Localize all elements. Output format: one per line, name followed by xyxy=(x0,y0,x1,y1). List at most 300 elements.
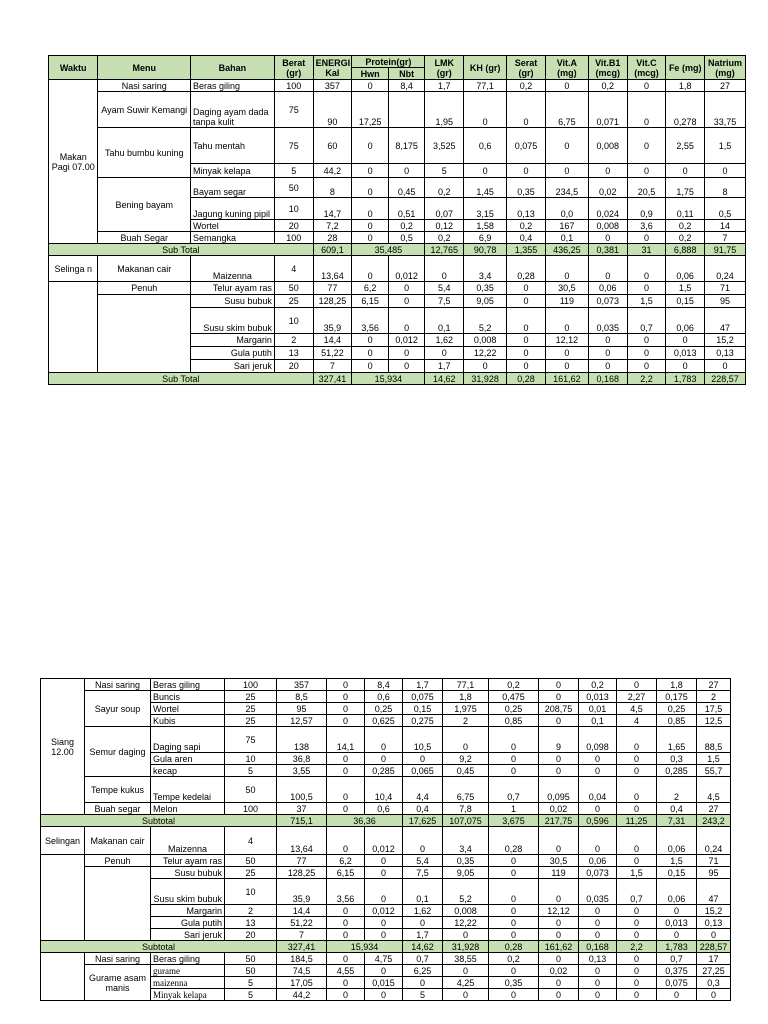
value-cell: 17,05 xyxy=(277,977,327,989)
bahan-cell: Tahu mentah xyxy=(190,128,274,164)
value-cell: 7 xyxy=(277,929,327,941)
value-cell: 0 xyxy=(545,80,588,92)
value-cell: 0,35 xyxy=(443,855,489,867)
value-cell: 0,15 xyxy=(666,295,705,308)
value-cell: 0 xyxy=(579,905,617,917)
table-row xyxy=(49,80,746,92)
value-cell: 44,2 xyxy=(277,989,327,1001)
value-cell: 0 xyxy=(327,703,365,715)
value-cell: 0 xyxy=(666,334,705,347)
value-cell: 3,56 xyxy=(327,879,365,905)
value-cell: 0,073 xyxy=(579,867,617,879)
value-cell: 12,57 xyxy=(277,715,327,727)
subtotal-kh: 90,78 xyxy=(464,244,507,256)
bahan-cell: Beras giling xyxy=(151,953,225,965)
subtotal-lmk: 14,62 xyxy=(403,941,443,953)
value-cell: 74,5 xyxy=(277,965,327,977)
value-cell: 0 xyxy=(507,92,546,128)
value-cell: 0 xyxy=(489,867,539,879)
value-cell: 0 xyxy=(352,256,389,282)
value-cell: 357 xyxy=(313,80,352,92)
value-cell: 0 xyxy=(545,256,588,282)
value-cell: 3,15 xyxy=(464,198,507,220)
value-cell: 9,2 xyxy=(443,753,489,765)
value-cell: 100 xyxy=(225,679,277,691)
value-cell: 1,62 xyxy=(425,334,464,347)
value-cell: 0,013 xyxy=(657,917,697,929)
bahan-cell: Tempe kedelai xyxy=(151,777,225,803)
value-cell: 30,5 xyxy=(539,855,579,867)
value-cell: 17,25 xyxy=(352,92,389,128)
value-cell: 0 xyxy=(352,128,389,164)
subtotal-kh: 31,928 xyxy=(464,373,507,385)
value-cell: 0 xyxy=(617,989,657,1001)
value-cell: 0,01 xyxy=(579,703,617,715)
value-cell: 1,5 xyxy=(657,855,697,867)
value-cell: 100 xyxy=(274,232,313,244)
value-cell: 234,5 xyxy=(545,178,588,198)
value-cell: 10,4 xyxy=(365,777,403,803)
value-cell: 20 xyxy=(225,929,277,941)
value-cell: 0 xyxy=(352,198,389,220)
value-cell: 0,06 xyxy=(588,282,627,295)
value-cell: 0,4 xyxy=(657,803,697,815)
value-cell: 0,45 xyxy=(388,178,425,198)
value-cell: 0,35 xyxy=(464,282,507,295)
value-cell: 3,4 xyxy=(464,256,507,282)
value-cell: 0 xyxy=(545,128,588,164)
table-row xyxy=(41,727,731,753)
value-cell: 0 xyxy=(507,164,546,178)
value-cell: 0,07 xyxy=(425,198,464,220)
subtotal-energi: 327,41 xyxy=(277,941,327,953)
bahan-cell: Margarin xyxy=(151,905,225,917)
value-cell: 0 xyxy=(539,977,579,989)
value-cell: 0 xyxy=(657,905,697,917)
value-cell: 0 xyxy=(507,308,546,334)
bahan-cell: Bayam segar xyxy=(190,178,274,198)
header-lmk: LMK (gr) xyxy=(425,56,464,80)
value-cell: 1,45 xyxy=(464,178,507,198)
value-cell: 0 xyxy=(388,282,425,295)
value-cell: 0 xyxy=(489,929,539,941)
value-cell: 5 xyxy=(425,164,464,178)
value-cell: 208,75 xyxy=(539,703,579,715)
value-cell: 1,7 xyxy=(403,679,443,691)
value-cell: 0 xyxy=(365,917,403,929)
value-cell: 0 xyxy=(617,855,657,867)
value-cell: 0,9 xyxy=(627,198,666,220)
value-cell: 0,35 xyxy=(507,178,546,198)
value-cell: 77 xyxy=(277,855,327,867)
value-cell: 0 xyxy=(327,917,365,929)
value-cell: 0 xyxy=(617,977,657,989)
subtotal-label: Subtotal xyxy=(41,815,277,827)
value-cell: 4 xyxy=(225,827,277,855)
value-cell: 28 xyxy=(313,232,352,244)
subtotal-label: Subtotal xyxy=(41,941,277,953)
value-cell: 1,8 xyxy=(657,679,697,691)
value-cell: 5 xyxy=(225,765,277,777)
value-cell: 0,7 xyxy=(657,953,697,965)
value-cell: 1,62 xyxy=(403,905,443,917)
value-cell: 14,1 xyxy=(327,727,365,753)
value-cell: 0 xyxy=(617,953,657,965)
value-cell: 0,7 xyxy=(617,879,657,905)
value-cell: 0,3 xyxy=(697,977,731,989)
subtotal-energi: 327,41 xyxy=(313,373,352,385)
value-cell: 13,64 xyxy=(313,256,352,282)
value-cell: 0 xyxy=(352,178,389,198)
value-cell: 1,65 xyxy=(657,727,697,753)
value-cell: 0,2 xyxy=(666,232,705,244)
value-cell: 0 xyxy=(443,727,489,753)
value-cell: 0 xyxy=(403,827,443,855)
value-cell: 1,58 xyxy=(464,220,507,232)
value-cell: 0,06 xyxy=(657,827,697,855)
value-cell: 0,45 xyxy=(443,765,489,777)
value-cell: 5,2 xyxy=(464,308,507,334)
value-cell: 0,375 xyxy=(657,965,697,977)
value-cell: 50 xyxy=(225,953,277,965)
value-cell: 6,2 xyxy=(352,282,389,295)
value-cell: 0,071 xyxy=(588,92,627,128)
menu-makanan-cair: Makanan cair xyxy=(85,827,151,855)
value-cell: 35,9 xyxy=(313,308,352,334)
bahan-cell: Susu bubuk xyxy=(151,867,225,879)
value-cell: 167 xyxy=(545,220,588,232)
value-cell: 128,25 xyxy=(277,867,327,879)
value-cell: 51,22 xyxy=(277,917,327,929)
value-cell: 0 xyxy=(327,929,365,941)
bahan-cell: Minyak kelapa xyxy=(151,989,225,1001)
value-cell: 0 xyxy=(365,855,403,867)
subtotal-vitc: 31 xyxy=(627,244,666,256)
value-cell: 6,2 xyxy=(327,855,365,867)
value-cell: 0,2 xyxy=(507,80,546,92)
value-cell: 17 xyxy=(697,953,731,965)
menu-gurame: Gurame asam manis xyxy=(85,965,151,1001)
header-vitb1: Vit.B1 (mcg) xyxy=(588,56,627,80)
value-cell xyxy=(388,92,425,128)
value-cell: 95 xyxy=(697,867,731,879)
value-cell: 4 xyxy=(617,715,657,727)
value-cell: 0,008 xyxy=(588,128,627,164)
value-cell: 0 xyxy=(489,879,539,905)
subtotal-vita: 217,75 xyxy=(539,815,579,827)
table-row xyxy=(49,295,746,308)
value-cell: 0 xyxy=(627,232,666,244)
value-cell: 0,2 xyxy=(588,80,627,92)
value-cell: 0,075 xyxy=(657,977,697,989)
value-cell: 0,2 xyxy=(507,220,546,232)
value-cell: 0 xyxy=(403,753,443,765)
bahan-cell: Wortel xyxy=(190,220,274,232)
menu-makanan-cair: Makanan cair xyxy=(98,256,191,282)
value-cell: 0 xyxy=(627,92,666,128)
subtotal-energi: 715,1 xyxy=(277,815,327,827)
value-cell: 0 xyxy=(617,727,657,753)
value-cell: 0,012 xyxy=(388,334,425,347)
value-cell: 0 xyxy=(443,989,489,1001)
value-cell: 14 xyxy=(705,220,746,232)
value-cell: 0 xyxy=(327,679,365,691)
table-row xyxy=(41,827,731,855)
value-cell: 0 xyxy=(365,727,403,753)
value-cell: 1,75 xyxy=(666,178,705,198)
value-cell: 4,55 xyxy=(327,965,365,977)
header-natrium: Natrium (mg) xyxy=(705,56,746,80)
table-row xyxy=(49,178,746,198)
value-cell: 4 xyxy=(274,256,313,282)
value-cell: 0 xyxy=(588,347,627,360)
value-cell: 1,5 xyxy=(697,753,731,765)
value-cell: 0 xyxy=(627,164,666,178)
value-cell: 0 xyxy=(365,753,403,765)
menu-tahu-bumbu: Tahu bumbu kuning xyxy=(98,128,191,178)
value-cell: 1,7 xyxy=(425,360,464,373)
value-cell: 0 xyxy=(327,715,365,727)
value-cell: 0 xyxy=(617,803,657,815)
table-row xyxy=(49,282,746,295)
value-cell: 35,9 xyxy=(277,879,327,905)
bahan-cell: Gula putih xyxy=(151,917,225,929)
value-cell: 27 xyxy=(697,803,731,815)
bahan-cell: Beras giling xyxy=(151,679,225,691)
value-cell: 0,6 xyxy=(365,691,403,703)
value-cell: 0 xyxy=(388,295,425,308)
bahan-cell: Daging sapi xyxy=(151,727,225,753)
bahan-cell: Gula putih xyxy=(190,347,274,360)
value-cell: 0,013 xyxy=(666,347,705,360)
subtotal-kh: 107,075 xyxy=(443,815,489,827)
value-cell: 0,475 xyxy=(489,691,539,703)
value-cell: 119 xyxy=(539,867,579,879)
value-cell: 95 xyxy=(705,295,746,308)
table-row xyxy=(41,953,731,965)
menu-ayam-suwir: Ayam Suwir Kemangi xyxy=(98,92,191,128)
value-cell: 71 xyxy=(705,282,746,295)
bahan-cell: Daging ayam dada tanpa kulit xyxy=(190,92,274,128)
value-cell: 1,95 xyxy=(425,92,464,128)
value-cell: 47 xyxy=(697,879,731,905)
value-cell: 8 xyxy=(705,178,746,198)
value-cell: 20 xyxy=(274,360,313,373)
subtotal-vitc: 2,2 xyxy=(627,373,666,385)
value-cell: 0 xyxy=(588,256,627,282)
value-cell: 0,012 xyxy=(365,905,403,917)
value-cell: 10,5 xyxy=(403,727,443,753)
value-cell: 4,5 xyxy=(697,777,731,803)
value-cell: 13 xyxy=(274,347,313,360)
value-cell: 0 xyxy=(327,953,365,965)
value-cell: 0 xyxy=(365,879,403,905)
header-hwn: Hwn xyxy=(352,68,389,80)
value-cell: 0 xyxy=(627,128,666,164)
subtotal-fe: 1,783 xyxy=(666,373,705,385)
value-cell: 2 xyxy=(657,777,697,803)
value-cell: 0 xyxy=(579,965,617,977)
value-cell: 0 xyxy=(489,753,539,765)
bahan-cell: Kubis xyxy=(151,715,225,727)
value-cell: 0 xyxy=(545,347,588,360)
value-cell: 100,5 xyxy=(277,777,327,803)
value-cell: 0 xyxy=(697,989,731,1001)
value-cell: 14,4 xyxy=(313,334,352,347)
value-cell: 77 xyxy=(313,282,352,295)
value-cell: 7 xyxy=(313,360,352,373)
value-cell: 0,12 xyxy=(425,220,464,232)
nutrition-table-siang xyxy=(40,678,731,1001)
waktu-empty xyxy=(49,282,98,373)
value-cell: 0 xyxy=(388,308,425,334)
value-cell: 0,25 xyxy=(365,703,403,715)
value-cell: 12,5 xyxy=(697,715,731,727)
value-cell: 0 xyxy=(464,92,507,128)
bahan-cell: Semangka xyxy=(190,232,274,244)
subtotal-energi: 609,1 xyxy=(313,244,352,256)
value-cell: 0 xyxy=(507,295,546,308)
waktu-selingan: Selingan xyxy=(41,827,85,855)
value-cell: 0 xyxy=(489,765,539,777)
subtotal-lmk: 14,62 xyxy=(425,373,464,385)
value-cell: 0 xyxy=(705,360,746,373)
value-cell: 0,06 xyxy=(657,879,697,905)
value-cell: 0,2 xyxy=(388,220,425,232)
subtotal-serat: 0,28 xyxy=(489,941,539,953)
value-cell: 10 xyxy=(274,198,313,220)
subtotal-lmk: 12,765 xyxy=(425,244,464,256)
value-cell: 0 xyxy=(539,917,579,929)
value-cell: 0 xyxy=(352,347,389,360)
value-cell: 0,11 xyxy=(666,198,705,220)
value-cell: 0 xyxy=(327,753,365,765)
value-cell: 0,013 xyxy=(579,691,617,703)
value-cell: 0,065 xyxy=(403,765,443,777)
bahan-cell: Sari jeruk xyxy=(151,929,225,941)
subtotal-row xyxy=(41,815,731,827)
value-cell: 25 xyxy=(225,703,277,715)
value-cell: 1,8 xyxy=(443,691,489,703)
menu-nasi-saring: Nasi saring xyxy=(98,80,191,92)
value-cell: 0,098 xyxy=(579,727,617,753)
value-cell: 60 xyxy=(313,128,352,164)
value-cell: 0 xyxy=(352,360,389,373)
value-cell: 0 xyxy=(425,256,464,282)
value-cell: 27 xyxy=(705,80,746,92)
header-kh: KH (gr) xyxy=(464,56,507,80)
value-cell: 0 xyxy=(365,929,403,941)
value-cell: 36,8 xyxy=(277,753,327,765)
value-cell: 0,02 xyxy=(539,965,579,977)
value-cell: 13 xyxy=(225,917,277,929)
value-cell: 9,05 xyxy=(464,295,507,308)
subtotal-label: Sub Total xyxy=(49,373,314,385)
value-cell: 0 xyxy=(489,917,539,929)
value-cell: 0,13 xyxy=(579,953,617,965)
value-cell: 6,75 xyxy=(545,92,588,128)
value-cell: 0 xyxy=(352,80,389,92)
value-cell: 90 xyxy=(313,92,352,128)
header-nbt: Nbt xyxy=(388,68,425,80)
value-cell: 0 xyxy=(388,347,425,360)
subtotal-kh: 31,928 xyxy=(443,941,489,953)
value-cell: 7 xyxy=(705,232,746,244)
value-cell: 0,1 xyxy=(403,879,443,905)
value-cell: 0 xyxy=(588,164,627,178)
value-cell: 44,2 xyxy=(313,164,352,178)
value-cell: 0 xyxy=(464,360,507,373)
value-cell: 0,073 xyxy=(588,295,627,308)
value-cell: 37 xyxy=(277,803,327,815)
value-cell: 12,12 xyxy=(539,905,579,917)
value-cell: 10 xyxy=(225,753,277,765)
value-cell: 2,27 xyxy=(617,691,657,703)
value-cell: 2 xyxy=(225,905,277,917)
table-row xyxy=(49,232,746,244)
subtotal-protein: 15,934 xyxy=(352,373,425,385)
value-cell: 0,15 xyxy=(657,867,697,879)
header-menu: Menu xyxy=(98,56,191,80)
value-cell: 0 xyxy=(489,855,539,867)
value-cell: 0 xyxy=(352,232,389,244)
bahan-cell: Telur ayam ras xyxy=(190,282,274,295)
value-cell: 3,56 xyxy=(352,308,389,334)
value-cell: 0,035 xyxy=(588,308,627,334)
value-cell: 4,4 xyxy=(403,777,443,803)
value-cell: 0 xyxy=(327,977,365,989)
header-fe: Fe (mg) xyxy=(666,56,705,80)
bahan-cell: Beras giling xyxy=(190,80,274,92)
menu-empty xyxy=(98,295,191,373)
waktu-empty xyxy=(41,953,85,1001)
value-cell: 5 xyxy=(225,989,277,1001)
value-cell: 0 xyxy=(327,827,365,855)
value-cell: 5,4 xyxy=(425,282,464,295)
menu-penuh: Penuh xyxy=(85,855,151,867)
subtotal-vitb1: 0,168 xyxy=(588,373,627,385)
value-cell: 20 xyxy=(274,220,313,232)
value-cell: 10 xyxy=(225,879,277,905)
menu-sayur-soup: Sayur soup xyxy=(85,691,151,727)
value-cell: 0 xyxy=(327,765,365,777)
value-cell: 0 xyxy=(579,917,617,929)
header-serat: Serat (gr) xyxy=(507,56,546,80)
subtotal-serat: 1,355 xyxy=(507,244,546,256)
value-cell: 0 xyxy=(388,360,425,373)
value-cell: 25 xyxy=(225,691,277,703)
value-cell: 0 xyxy=(425,347,464,360)
value-cell: 0,2 xyxy=(425,232,464,244)
subtotal-lmk: 17,625 xyxy=(403,815,443,827)
value-cell: 0 xyxy=(545,164,588,178)
subtotal-serat: 3,675 xyxy=(489,815,539,827)
subtotal-vita: 161,62 xyxy=(539,941,579,953)
waktu-makan-pagi: Makan Pagi 07.00 xyxy=(49,80,98,244)
menu-semur-daging: Semur daging xyxy=(85,727,151,777)
value-cell: 0,06 xyxy=(579,855,617,867)
value-cell: 100 xyxy=(274,80,313,92)
value-cell: 0,85 xyxy=(489,715,539,727)
header-bahan: Bahan xyxy=(190,56,274,80)
subtotal-vitc: 11,25 xyxy=(617,815,657,827)
value-cell: 6,9 xyxy=(464,232,507,244)
value-cell: 25 xyxy=(225,867,277,879)
menu-empty xyxy=(85,867,151,941)
value-cell: 1,7 xyxy=(425,80,464,92)
value-cell: 75 xyxy=(274,92,313,128)
value-cell: 1,7 xyxy=(403,929,443,941)
